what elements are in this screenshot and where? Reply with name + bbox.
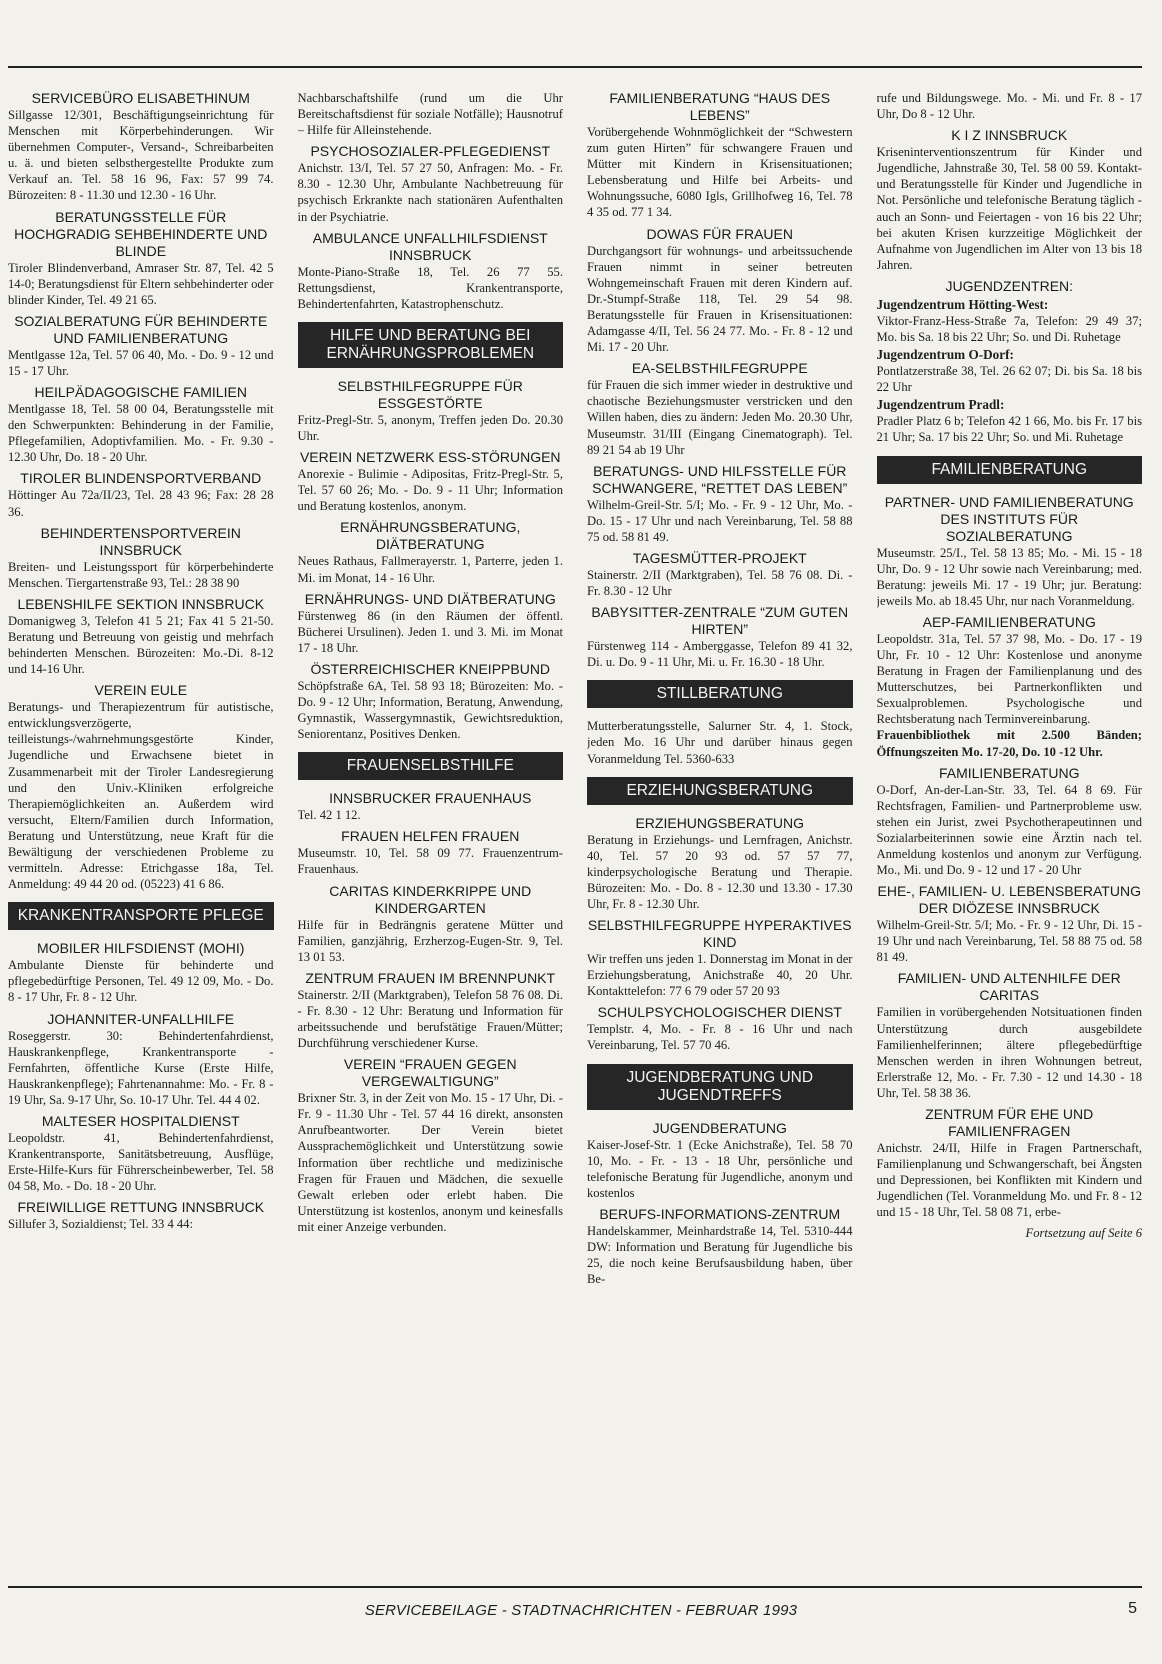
listing-entry bbox=[8, 313, 274, 379]
entry-body: Handelskammer, Meinhardstraße 14, Tel. 5310-444 DW: Information und Beratung für Jugendliche bis 25, die noch keine Berufsausbildung haben, über Be- bbox=[587, 1223, 853, 1287]
entry-body: Stainerstr. 2/II (Marktgraben), Tel. 58 76 08. Di. - Fr. 8.30 - 12 Uhr bbox=[587, 567, 853, 599]
entry-title: ZENTRUM FÜR EHE UND FAMILIENFRAGEN bbox=[925, 1106, 1094, 1140]
entry-body: Museumstr. 10, Tel. 58 09 77. Frauenzentrum-Frauenhaus. bbox=[297, 846, 563, 877]
entry-body: Sillgasse 12/301, Beschäftigungseinrichtung für Menschen mit Körperbehinderungen. Wir übernehmen Computer-, Versand-, Schreibarbeiten u. ä. und bieten selbsthergestellte Produkte zum Verkauf an. Tel. 58 16 96, Fax: 57 99 74. Bürozeiten: 8 - 11.30 und 12.30 - 16 Uhr. bbox=[8, 108, 274, 203]
entry-title: BABYSITTER-ZENTRALE “ZUM GUTEN HIRTEN” bbox=[591, 604, 849, 638]
listing-entry bbox=[8, 384, 274, 465]
listing-entry bbox=[298, 828, 564, 877]
listing-entry bbox=[298, 591, 564, 656]
entry-body: Kriseninterventionszentrum für Kinder und Jugendliche, Jahnstraße 30, Tel. 58 00 59. Kontakt- und Beratungsstelle für Kinder und Jugendliche in Not. Persönliche und telefonische Beratung täglich - auch an Sonn- und Feiertagen - von 16 bis 22 Uhr; bei akuten Krisen kurzzeitige Möglichkeit der Aufnahme von Jugendlichen im Alter von 13 bis 18 Jahren. bbox=[876, 145, 1142, 272]
entry-title: JOHANNITER-UNFALLHILFE bbox=[47, 1010, 235, 1027]
entry-title: ZENTRUM FRAUEN IM BRENNPUNKT bbox=[305, 969, 556, 986]
listing-entry bbox=[587, 463, 853, 545]
listing-entry bbox=[877, 883, 1143, 965]
section-header: ERZIEHUNGSBERATUNG bbox=[587, 777, 853, 805]
entry-body: Sillufer 3, Sozialdienst; Tel. 33 4 44: bbox=[8, 1217, 193, 1232]
listing-entry bbox=[8, 525, 274, 591]
listing-entry bbox=[877, 90, 1143, 122]
listing-entry bbox=[298, 790, 564, 823]
entry-title: MOBILER HILFSDIENST (MOHI) bbox=[37, 940, 245, 957]
listing-entry bbox=[298, 143, 564, 224]
youth-centre-name: Jugendzentrum O-Dorf: bbox=[876, 347, 1014, 363]
entry-body: Wilhelm-Greil-Str. 5/I; Mo. - Fr. 9 - 12 Uhr, Mo. - Do. 15 - 17 Uhr und nach Vereinbarung, Tel. 58 88 75 od. 58 81 49. bbox=[587, 497, 853, 544]
entry-title: AMBULANCE UNFALLHILFSDIENST INNSBRUCK bbox=[312, 229, 548, 263]
youth-centre-details: Pontlatzerstraße 38, Tel. 26 62 07; Di. bis Sa. 18 bis 22 Uhr bbox=[876, 364, 1142, 395]
entry-title: EA-SELBSTHILFEGRUPPE bbox=[631, 360, 808, 377]
article-columns bbox=[8, 90, 1142, 1570]
entry-body: Beratungs- und Therapiezentrum für autistische, entwicklungsverzögerte, teilleistungs-/wahrnehmungsgestörte Kinder, Jugendliche und Erwachsene bietet in Zusammenarbeit mit der Tiroler Landesregierung und den Univ.-Kliniken erfolgreiche Therapiemöglichkeiten an. Außerdem wird versucht, Eltern/Familien durch Information, Beratung und Unterstützung, neue Kraft für die Bewältigung der verschiedenen Probleme zu vermitteln. Adresse: Etrichgasse 18a, Tel. Anmeldung: 49 44 20 od. (05223) 41 6 86. bbox=[8, 700, 274, 892]
column-3 bbox=[587, 90, 853, 1570]
entry-body: Hilfe für in Bedrängnis geratene Mütter und Familien, ganzjährig, Erzherzog-Eugen-Str. 9, Tel. 13 01 53. bbox=[297, 917, 563, 964]
entry-title: ÖSTERREICHISCHER KNEIPPBUND bbox=[310, 660, 551, 677]
listing-entry bbox=[8, 1011, 274, 1108]
entry-body: Tel. 42 1 12. bbox=[297, 808, 361, 823]
entry-body: Höttinger Au 72a/II/23, Tel. 28 43 96; Fax: 28 28 36. bbox=[8, 488, 274, 519]
listing-entry bbox=[587, 226, 853, 356]
listing-entry bbox=[298, 970, 564, 1051]
entry-body: Vorübergehende Wohnmöglichkeit der “Schwestern zum guten Hirten” für schwangere Frauen und Mütter mit Kindern in Krisensituationen; Lebensberatung und Hilfe bei Arbeits- und Wohnungssuche, 6080 Igls, Grillhofweg 16, Tel. 78 4 35 od. 77 1 34. bbox=[587, 125, 853, 220]
entry-title: FAMILIEN- UND ALTENHILFE DER CARITAS bbox=[897, 970, 1121, 1004]
entry-body: Leopoldstr. 31a, Tel. 57 37 98, Mo. - Do. 17 - 19 Uhr, Fr. 10 - 12 Uhr: Kostenlose und anonyme Beratung in Fragen der Familienplanung und des Mutterschutzes, bei Partnerkonflikten und Sexualproblemen. Psychologische und Rechtsberatung nach Terminvereinbarung. bbox=[876, 631, 1142, 727]
entry-body: Ambulante Dienste für behinderte und pflegebedürftige Personen, Tel. 49 12 09, Mo. - Do. 8 - 17 Uhr, Fr. 8 - 12 Uhr. bbox=[8, 958, 274, 1005]
bottom-rule bbox=[8, 1586, 1142, 1588]
entry-body: Anichstr. 13/I, Tel. 57 27 50, Anfragen: Mo. - Fr. 8.30 - 12.30 Uhr, Ambulante Nachbetreuung für psychisch Erkrankte nach stationären Aufenthalten in der Psychiatrie. bbox=[297, 161, 563, 224]
entry-title: FAMILIENBERATUNG “HAUS DES LEBENS” bbox=[609, 90, 831, 123]
entry-title: TAGESMÜTTER-PROJEKT bbox=[632, 549, 807, 566]
youth-centre-name: Jugendzentrum Hötting-West: bbox=[876, 296, 1049, 312]
page-footer: SERVICEBEILAGE - STADTNACHRICHTEN - FEBRUAR 1993 bbox=[364, 1602, 798, 1619]
entry-title: PARTNER- UND FAMILIENBERATUNG DES INSTITUTS FÜR SOZIALBERATUNG bbox=[884, 493, 1134, 544]
entry-body: Mutterberatungsstelle, Salurner Str. 4, 1. Stock, jeden Mo. 16 Uhr und darüber hinaus gegen Voranmeldung Tel. 5360-633 bbox=[587, 719, 853, 766]
section-header: JUGENDBERATUNG UND JUGENDTREFFS bbox=[587, 1064, 853, 1110]
listing-entry bbox=[8, 940, 274, 1005]
entry-title: MALTESER HOSPITALDIENST bbox=[41, 1113, 240, 1130]
listing-entry bbox=[298, 519, 564, 585]
listing-entry bbox=[587, 360, 853, 457]
column-2 bbox=[298, 90, 564, 1570]
listing-entry bbox=[877, 127, 1143, 273]
entry-body: Tiroler Blindenverband, Amraser Str. 87, Tel. 42 5 14-0; Beratungsdienst für Eltern sehbehinderter oder blinder Kinder, Tel. 49 21 65. bbox=[8, 260, 274, 307]
entry-title: VEREIN NETZWERK ESS-STÖRUNGEN bbox=[299, 449, 561, 466]
entry-body: Neues Rathaus, Fallmerayerstr. 1, Parterre, jeden 1. Mi. im Monat, 14 - 16 Uhr. bbox=[297, 554, 563, 585]
entry-title: BERUFS-INFORMATIONS-ZENTRUM bbox=[599, 1205, 841, 1222]
listing-entry bbox=[298, 883, 564, 965]
youth-centre-name: Jugendzentrum Pradl: bbox=[876, 397, 1005, 413]
listing-entry bbox=[877, 494, 1143, 609]
entry-title: LEBENSHILFE SEKTION INNSBRUCK bbox=[17, 595, 265, 612]
listing-entry bbox=[587, 917, 853, 999]
listing-entry bbox=[298, 378, 564, 444]
listing-entry bbox=[587, 550, 853, 599]
entry-title: ERZIEHUNGSBERATUNG bbox=[635, 814, 805, 831]
entry-body: rufe und Bildungswege. Mo. - Mi. und Fr. 8 - 17 Uhr, Do 8 - 12 Uhr. bbox=[876, 91, 1142, 122]
entry-title: JUGENDBERATUNG bbox=[652, 1119, 787, 1136]
listing-entry bbox=[877, 1106, 1143, 1220]
entry-title: BEHINDERTENSPORTVEREIN INNSBRUCK bbox=[40, 524, 241, 558]
listing-entry bbox=[8, 470, 274, 519]
listing-entry bbox=[8, 596, 274, 677]
listing-entry bbox=[298, 90, 564, 138]
entry-body: Mentlgasse 12a, Tel. 57 06 40, Mo. - Do. 9 - 12 und 15 - 17 Uhr. bbox=[8, 347, 274, 378]
listing-entry bbox=[587, 604, 853, 670]
entry-title: PSYCHOSOZIALER-PFLEGEDIENST bbox=[310, 143, 551, 160]
listing-entry bbox=[587, 815, 853, 912]
entry-body: Durchgangsort für wohnungs- und arbeitssuchende Frauen nimmt in seiner betreuten Wohngemeinschaft Frauen mit deren Kindern auf. Dr.-Stumpf-Straße 118, Tel. 29 54 98. Beratungsstelle für Frauen in Krisensituationen: Adamgasse 4/II, Tel. 56 24 77. Mo. - Fr. 8 - 12 und Mi. 17 - 20 Uhr. bbox=[587, 243, 853, 355]
listing-entry bbox=[877, 765, 1143, 879]
entry-body: Leopoldstr. 41, Behindertenfahrdienst, Krankentransporte, Sanitätsbetreuung, Ausflüge, Erste-Hilfe-Kurs für Führerscheinbewerber, Tel. 58 04 58, Mo. - Do. 18 - 20 Uhr. bbox=[8, 1131, 274, 1194]
listing-entry bbox=[8, 1199, 274, 1232]
entry-body: Beratung in Erziehungs- und Lernfragen, Anichstr. 40, Tel. 57 20 93 od. 57 57 77, kinderpsychologische Beratung und Therapie. Bürozeiten: Mo. - Do. 8 - 12.30 und 13.30 - 17.30 Uhr, Fr. 8 - 12.30 Uhr. bbox=[587, 832, 853, 911]
entry-body: Breiten- und Leistungssport für körperbehinderte Menschen. Tiergartenstraße 93, Tel.: 28 38 90 bbox=[8, 559, 274, 590]
listing-entry bbox=[877, 614, 1143, 760]
entry-title: BERATUNGSSTELLE FÜR HOCHGRADIG SEHBEHINDERTE UND BLINDE bbox=[14, 208, 268, 259]
entry-title: SCHULPSYCHOLOGISCHER DIENST bbox=[597, 1004, 842, 1021]
entry-body: Roseggerstr. 30: Behindertenfahrdienst, Hauskrankenpflege, Krankentransporte - Fernfahrten, öffentliche Kurse (Erste Hilfe, Hauskrankenpflege); Fahrtenannahme: Mo. - Fr. 8 - 19 Uhr, Sa. 9-17 Uhr, So. 10-17 Uhr. Tel. 44 4 02. bbox=[8, 1028, 274, 1107]
entry-title: INNSBRUCKER FRAUENHAUS bbox=[329, 790, 532, 807]
section-header: HILFE UND BERATUNG BEI ERNÄHRUNGSPROBLEMEN bbox=[298, 322, 564, 368]
section-header: KRANKENTRANSPORTE PFLEGE bbox=[8, 902, 274, 930]
entry-body: Familien in vorübergehenden Notsituationen finden Unterstützung durch ausgebildete Familienhelferinnen; ältere pflegebedürftige Menschen werden in ihren Wohnungen betreut, Erlerstraße 12, Mo. - Fr. 7.30 - 12 und 14.30 - 18 Uhr, Tel. 58 38 36. bbox=[876, 1005, 1142, 1100]
listing-entry bbox=[298, 661, 564, 742]
entry-title: ERNÄHRUNGSBERATUNG, DIÄTBERATUNG bbox=[340, 519, 521, 553]
entry-body: Fritz-Pregl-Str. 5, anonym, Treffen jeden Do. 20.30 Uhr. bbox=[297, 412, 563, 444]
entry-title: SERVICEBÜRO ELISABETHINUM bbox=[31, 90, 250, 106]
entry-title: ERNÄHRUNGS- UND DIÄTBERATUNG bbox=[304, 590, 556, 607]
entry-body: für Frauen die sich immer wieder in destruktive und chaotische Beziehungsmuster verstricken und den Willen haben, dies zu ändern: Jeden Mo. 20.30 Uhr, Museumstr. 31/III (Eingang Cinematograph). Tel. 89 21 54 ab 19 Uhr bbox=[587, 378, 853, 457]
entry-title: DOWAS FÜR FRAUEN bbox=[646, 225, 793, 242]
section-header: FAMILIENBERATUNG bbox=[877, 456, 1143, 484]
listing-entry bbox=[587, 1004, 853, 1053]
listing-entry bbox=[587, 90, 853, 221]
listing-entry bbox=[587, 718, 853, 766]
entry-body: Kaiser-Josef-Str. 1 (Ecke Anichstraße), Tel. 58 70 10, Mo. - Fr. - 13 - 18 Uhr, persönliche und telefonische Beratung für Jugendliche, anonym und kostenlos bbox=[587, 1137, 853, 1200]
entry-body: Mentlgasse 18, Tel. 58 00 04, Beratungsstelle mit den Schwerpunkten: Behinderung in der Familie, Pflegefamilien, Adoptivfamilien. Mo. - Fr. 9.30 - 12.30 Uhr, Do. 18 - 20 Uhr. bbox=[8, 402, 274, 465]
entry-body: Brixner Str. 3, in der Zeit von Mo. 15 - 17 Uhr, Di. - Fr. 9 - 11.30 Uhr - Tel. 57 44 16 direkt, ansonsten Anrufbeantworter. Der Verein bietet Aussprachemöglichkeit und Unterstützung sowie Information über rechtliche und medizinische Fragen für Frauen und Mädchen, die sexuelle Gewalt erleben oder erlebt haben. Die Unterstützung ist kostenlos, anonym und keinesfalls mit einer Anzeige verbunden. bbox=[297, 1091, 563, 1234]
listing-entry bbox=[298, 230, 564, 312]
entry-body: Schöpfstraße 6A, Tel. 58 93 18; Bürozeiten: Mo. - Do. 9 - 12 Uhr; Information, Beratung, Anwendung, Gymnastik, Wassergymnastik, Gewichtsreduktion, Seniorentanz, Positives Denken. bbox=[297, 678, 563, 742]
listing-entry bbox=[298, 449, 564, 514]
page-number: 5 bbox=[1128, 1600, 1137, 1617]
entry-title: VEREIN “FRAUEN GEGEN VERGEWALTIGUNG” bbox=[343, 1056, 517, 1090]
listing-entry bbox=[8, 90, 274, 204]
entry-title: SELBSTHILFEGRUPPE HYPERAKTIVES KIND bbox=[587, 917, 852, 951]
listing-entry bbox=[8, 209, 274, 308]
entry-body: Templstr. 4, Mo. - Fr. 8 - 16 Uhr und nach Vereinbarung, Tel. 57 70 46. bbox=[587, 1022, 853, 1053]
top-rule bbox=[8, 66, 1142, 68]
listing-entry bbox=[8, 682, 274, 892]
entry-body: Anichstr. 24/II, Hilfe in Fragen Partnerschaft, Familienplanung und Schwangerschaft, bei Ängsten und Depressionen, bei Konflikten mit Kindern und Jugendlichen (Tel. Voranmeldung Mo. und Fr. 8 - 12 und 15 - 18 Uhr, Tel. 58 08 71, erbe- bbox=[876, 1141, 1142, 1220]
column-1 bbox=[8, 90, 274, 1570]
listing-entry bbox=[587, 1206, 853, 1287]
entry-title: JUGENDZENTREN: bbox=[945, 277, 1074, 294]
entry-body: Nachbarschaftshilfe (rund um die Uhr Bereitschaftsdienst für soziale Notfälle); Hausnotruf – Hilfe für Alleinstehende. bbox=[297, 91, 563, 138]
entry-body: Fürstenweg 114 - Amberggasse, Telefon 89 41 32, Di. u. Do. 9 - 11 Uhr, Mi. u. Fr. 16.30 - 18 Uhr. bbox=[587, 639, 853, 670]
entry-body: Domanigweg 3, Telefon 41 5 21; Fax 41 5 21-50. Beratung und Betreuung von geistig und mehrfach behinderten Menschen. Bürozeiten: Mo.-Di. 8-12 und 14-16 Uhr. bbox=[8, 613, 274, 677]
entry-body: Anorexie - Bulimie - Adipositas, Fritz-Pregl-Str. 5, Tel. 57 60 26; Mo. - Do. 9 - 11 Uhr; Information und Beratung kostenlos, anonym. bbox=[297, 467, 563, 514]
entry-title: HEILPÄDAGOGISCHE FAMILIEN bbox=[34, 384, 247, 401]
entry-title: SOZIALBERATUNG FÜR BEHINDERTE UND FAMILIENBERATUNG bbox=[14, 312, 268, 346]
entry-body: O-Dorf, An-der-Lan-Str. 33, Tel. 64 8 69. Für Rechtsfragen, Familien- und Partnerprobleme usw. stehen ein Jurist, zwei Psychotherapeutinnen und Sozialarbeiterinnen sowie eine Ärztin nach tel. Anmeldung kostenlos und anonym zur Verfügung. Mo., Mi. und Do. 9 - 12 und 17 - 20 Uhr bbox=[876, 782, 1142, 878]
entry-highlight: Frauenbibliothek mit 2.500 Bänden; Öffnungszeiten Mo. 17-20, Do. 10 -12 Uhr. bbox=[876, 728, 1142, 759]
entry-body: Wir treffen uns jeden 1. Donnerstag im Monat in der Erziehungsberatung, Anichstraße 40, 20 Uhr. Kontakttelefon: 77 6 79 oder 57 20 93 bbox=[587, 952, 853, 999]
entry-body: Fürstenweg 86 (in den Räumen der öffentl. Bücherei Ursulinen). Jeden 1. und 3. Mi. im Monat 17 - 18 Uhr. bbox=[297, 608, 563, 655]
listing-entry bbox=[8, 1113, 274, 1194]
entry-title: FRAUEN HELFEN FRAUEN bbox=[341, 828, 520, 845]
entry-title: K I Z INNSBRUCK bbox=[951, 127, 1068, 144]
entry-title: CARITAS KINDERKRIPPE UND KINDERGARTEN bbox=[329, 882, 532, 916]
entry-title: SELBSTHILFEGRUPPE FÜR ESSGESTÖRTE bbox=[337, 377, 523, 411]
entry-body: Wilhelm-Greil-Str. 5/I; Mo. - Fr. 9 - 12 Uhr, Di. 15 - 19 Uhr und nach Vereinbarung, Tel. 58 88 75 od. 58 81 49. bbox=[876, 918, 1142, 965]
youth-centres-list bbox=[877, 278, 1143, 446]
youth-centre-details: Pradler Platz 6 b; Telefon 42 1 66, Mo. bis Fr. 17 bis 21 Uhr; Sa. 17 bis 22 Uhr; So. und Mi. Ruhetage bbox=[876, 414, 1142, 445]
entry-title: AEP-FAMILIENBERATUNG bbox=[922, 613, 1096, 630]
entry-title: BERATUNGS- UND HILFSSTELLE FÜR SCHWANGERE, “RETTET DAS LEBEN” bbox=[592, 462, 848, 496]
section-header: STILLBERATUNG bbox=[587, 680, 853, 708]
entry-body: Stainerstr. 2/II (Marktgraben), Telefon 58 76 08. Di. - Fr. 8.30 - 12 Uhr: Beratung und Information für arbeitssuchende und berufstätige Frauen/Mütter; Durchführung verschiedener Kurse. bbox=[297, 987, 563, 1051]
listing-entry bbox=[298, 1056, 564, 1235]
entry-title: EHE-, FAMILIEN- U. LEBENSBERATUNG DER DIÖZESE INNSBRUCK bbox=[877, 883, 1141, 917]
section-header: FRAUENSELBSTHILFE bbox=[298, 752, 564, 780]
entry-title: VEREIN EULE bbox=[94, 682, 188, 699]
continuation-note: Fortsetzung auf Seite 6 bbox=[1025, 1225, 1142, 1240]
listing-entry bbox=[877, 970, 1143, 1101]
entry-title: FREIWILLIGE RETTUNG INNSBRUCK bbox=[17, 1199, 265, 1216]
listing-entry bbox=[587, 1120, 853, 1201]
entry-title: FAMILIENBERATUNG bbox=[938, 764, 1080, 781]
entry-body: Monte-Piano-Straße 18, Tel. 26 77 55. Rettungsdienst, Krankentransporte, Behindertenfahrten, Katastrophenschutz. bbox=[297, 264, 563, 311]
entry-body: Museumstr. 25/I., Tel. 58 13 85; Mo. - Mi. 15 - 18 Uhr, Do. 9 - 12 Uhr sowie nach Vereinbarung; med. Beratung: jeweils Mi. 17 - 19 Uhr; jur. Beratung: jeweils Mo. ab 18.45 Uhr, nur nach Voranmeldung. bbox=[876, 545, 1142, 608]
column-4 bbox=[877, 90, 1143, 1570]
entry-title: TIROLER BLINDENSPORTVERBAND bbox=[20, 470, 262, 487]
youth-centre-details: Viktor-Franz-Hess-Straße 7a, Telefon: 29 49 37; Mo. bis Sa. 18 bis 22 Uhr; So. und Di. Ruhetage bbox=[876, 313, 1142, 345]
